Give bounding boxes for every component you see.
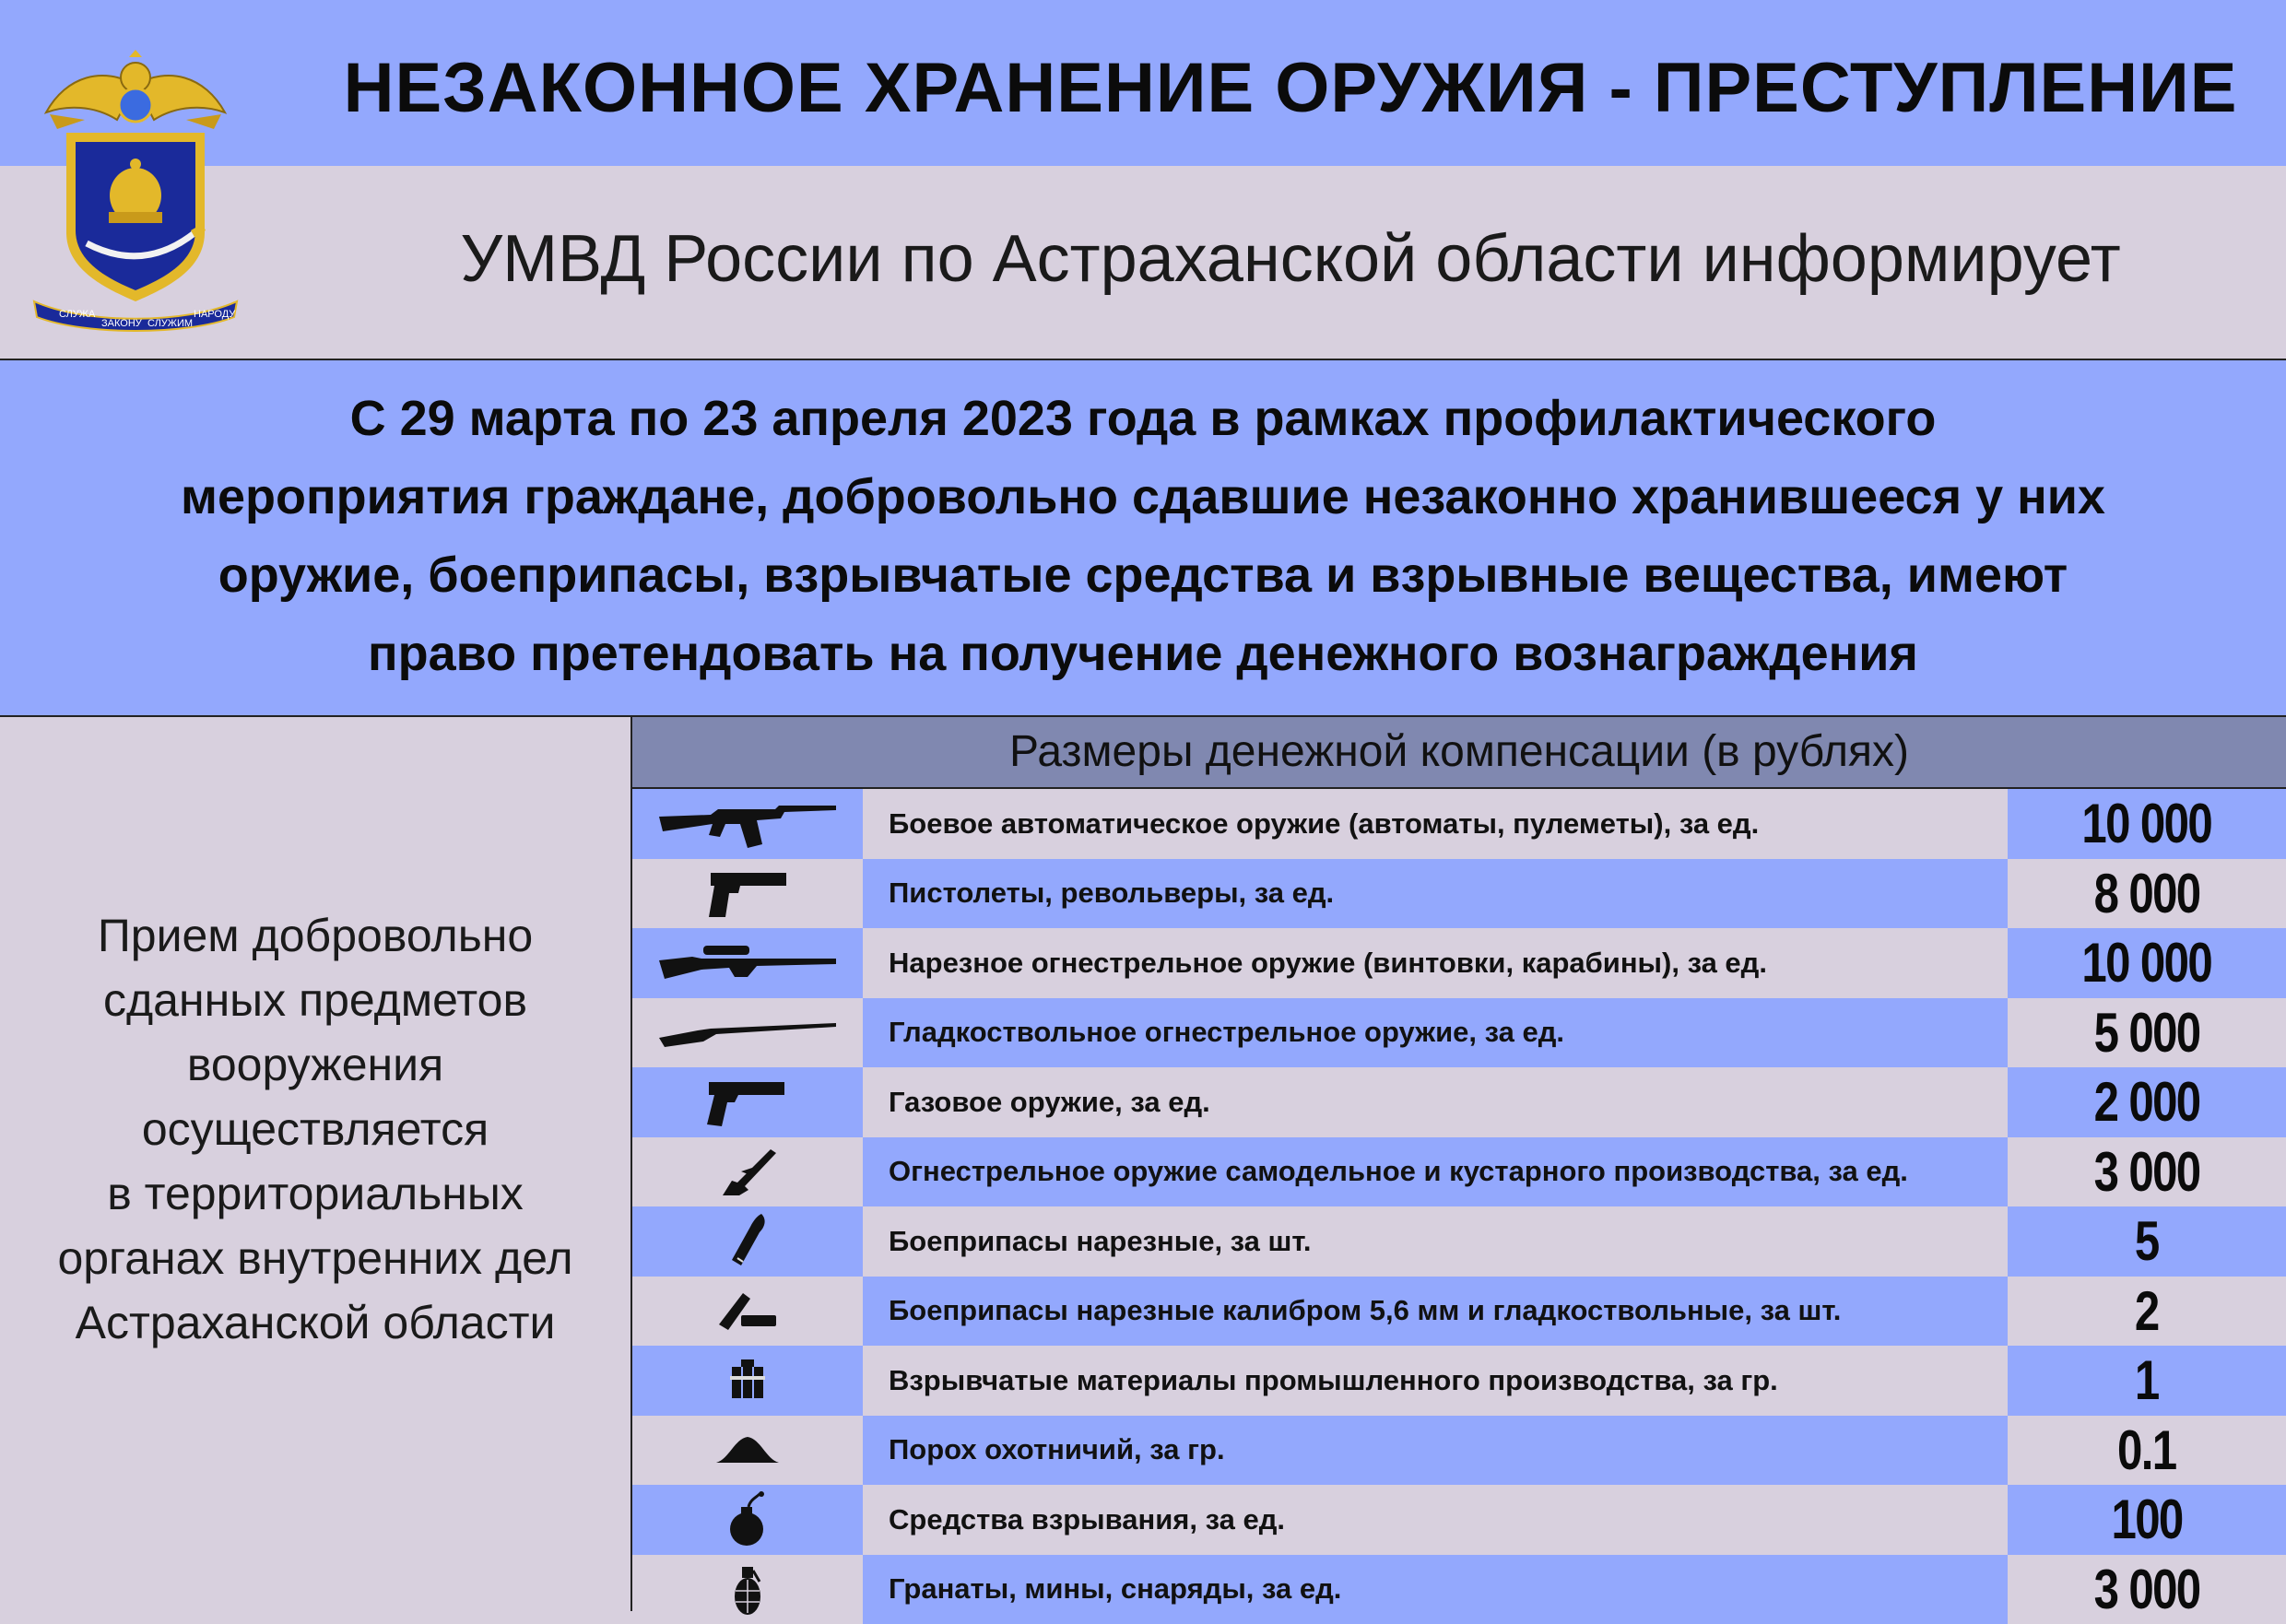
table-row: [632, 1277, 2286, 1347]
info-line: право претендовать на получение денежного вознаграждения: [37, 615, 2249, 693]
acceptance-note: [0, 903, 630, 1355]
page-title: НЕЗАКОННОЕ ХРАНЕНИЕ ОРУЖИЯ - ПРЕСТУПЛЕНИЕ: [332, 48, 2249, 128]
cartridges-icon: [632, 1277, 863, 1347]
row-value-text: 8 000: [2094, 862, 2200, 925]
note-line: сданных предметов: [0, 968, 630, 1032]
row-value-text: 2 000: [2094, 1070, 2200, 1134]
note-line: Прием добровольно: [0, 903, 630, 968]
row-label: Нарезное огнестрельное оружие (винтовки, карабины), за ед.: [863, 928, 2008, 998]
gunpowder-icon: [632, 1416, 863, 1486]
sniper-rifle-icon: [632, 928, 863, 998]
row-value: [2008, 859, 2286, 929]
row-value-text: 0.1: [2117, 1418, 2175, 1482]
note-line: Астраханской области: [0, 1290, 630, 1355]
row-label: Средства взрывания, за ед.: [863, 1485, 2008, 1555]
row-label: Гладкоствольное огнестрельное оружие, за ед.: [863, 998, 2008, 1068]
police-emblem: [29, 48, 242, 334]
table-row: [632, 1206, 2286, 1277]
row-value-text: 2: [2135, 1279, 2159, 1343]
row-value: [2008, 998, 2286, 1068]
row-value: [2008, 1137, 2286, 1207]
table-row: [632, 928, 2286, 998]
row-value: [2008, 1277, 2286, 1347]
assault-rifle-icon: [632, 789, 863, 859]
table-row: [632, 1416, 2286, 1486]
motto-word: СЛУЖИМ: [147, 318, 193, 329]
motto-word: ЗАКОНУ: [101, 318, 143, 329]
row-value-text: 10 000: [2082, 931, 2212, 994]
shield-icon: [66, 133, 206, 301]
row-value-text: 10 000: [2082, 792, 2212, 855]
homemade-gun-icon: [632, 1137, 863, 1207]
table-row: [632, 1346, 2286, 1416]
grenade-icon: [632, 1555, 863, 1624]
row-label: Газовое оружие, за ед.: [863, 1067, 2008, 1137]
bomb-icon: [632, 1485, 863, 1555]
row-value-text: 1: [2135, 1348, 2159, 1412]
table-row: [632, 1067, 2286, 1137]
row-value: [2008, 1206, 2286, 1277]
note-line: осуществляется: [0, 1097, 630, 1161]
row-label: Огнестрельное оружие самодельное и кустарного производства, за ед.: [863, 1137, 2008, 1207]
row-label: Боевое автоматическое оружие (автоматы, пулеметы), за ед.: [863, 789, 2008, 859]
bullet-icon: [632, 1206, 863, 1277]
row-label: Боеприпасы нарезные, за шт.: [863, 1206, 2008, 1277]
info-text: [37, 380, 2249, 693]
gas-pistol-icon: [632, 1067, 863, 1137]
row-value-text: 3 000: [2094, 1558, 2200, 1621]
row-value-text: 5: [2135, 1209, 2159, 1273]
row-value: [2008, 1485, 2286, 1555]
compensation-table: [632, 789, 2286, 1624]
row-value: [2008, 1067, 2286, 1137]
note-line: органах внутренних дел: [0, 1226, 630, 1290]
eagle-icon: [46, 50, 225, 129]
motto-word: СЛУЖА: [59, 309, 96, 320]
compensation-table-header: Размеры денежной компенсации (в рублях): [632, 717, 2286, 789]
shotgun-icon: [632, 998, 863, 1068]
row-value: [2008, 789, 2286, 859]
row-value: [2008, 1555, 2286, 1624]
table-row: [632, 998, 2286, 1068]
motto-word: НАРОДУ: [194, 309, 236, 320]
table-row: [632, 789, 2286, 859]
table-row: [632, 1137, 2286, 1207]
explosive-icon: [632, 1346, 863, 1416]
row-label: Гранаты, мины, снаряды, за ед.: [863, 1555, 2008, 1624]
info-line: мероприятия граждане, добровольно сдавшие незаконно хранившееся у них: [37, 458, 2249, 536]
note-line: вооружения: [0, 1032, 630, 1097]
row-label: Взрывчатые материалы промышленного производства, за гр.: [863, 1346, 2008, 1416]
row-value-text: 100: [2111, 1488, 2182, 1551]
row-value: [2008, 928, 2286, 998]
row-value-text: 5 000: [2094, 1001, 2200, 1065]
table-row: [632, 1485, 2286, 1555]
row-value-text: 3 000: [2094, 1140, 2200, 1204]
row-value: [2008, 1416, 2286, 1486]
note-line: в территориальных: [0, 1161, 630, 1226]
row-label: Порох охотничий, за гр.: [863, 1416, 2008, 1486]
row-label: Пистолеты, револьверы, за ед.: [863, 859, 2008, 929]
pistol-icon: [632, 859, 863, 929]
page-subtitle: УМВД России по Астраханской области информирует: [332, 221, 2249, 297]
table-row: [632, 859, 2286, 929]
info-line: оружие, боеприпасы, взрывчатые средства и взрывные вещества, имеют: [37, 536, 2249, 615]
info-line: С 29 марта по 23 апреля 2023 года в рамках профилактического: [37, 380, 2249, 458]
row-value: [2008, 1346, 2286, 1416]
table-row: [632, 1555, 2286, 1624]
row-label: Боеприпасы нарезные калибром 5,6 мм и гладкоствольные, за шт.: [863, 1277, 2008, 1347]
ribbon-icon: [34, 301, 237, 331]
